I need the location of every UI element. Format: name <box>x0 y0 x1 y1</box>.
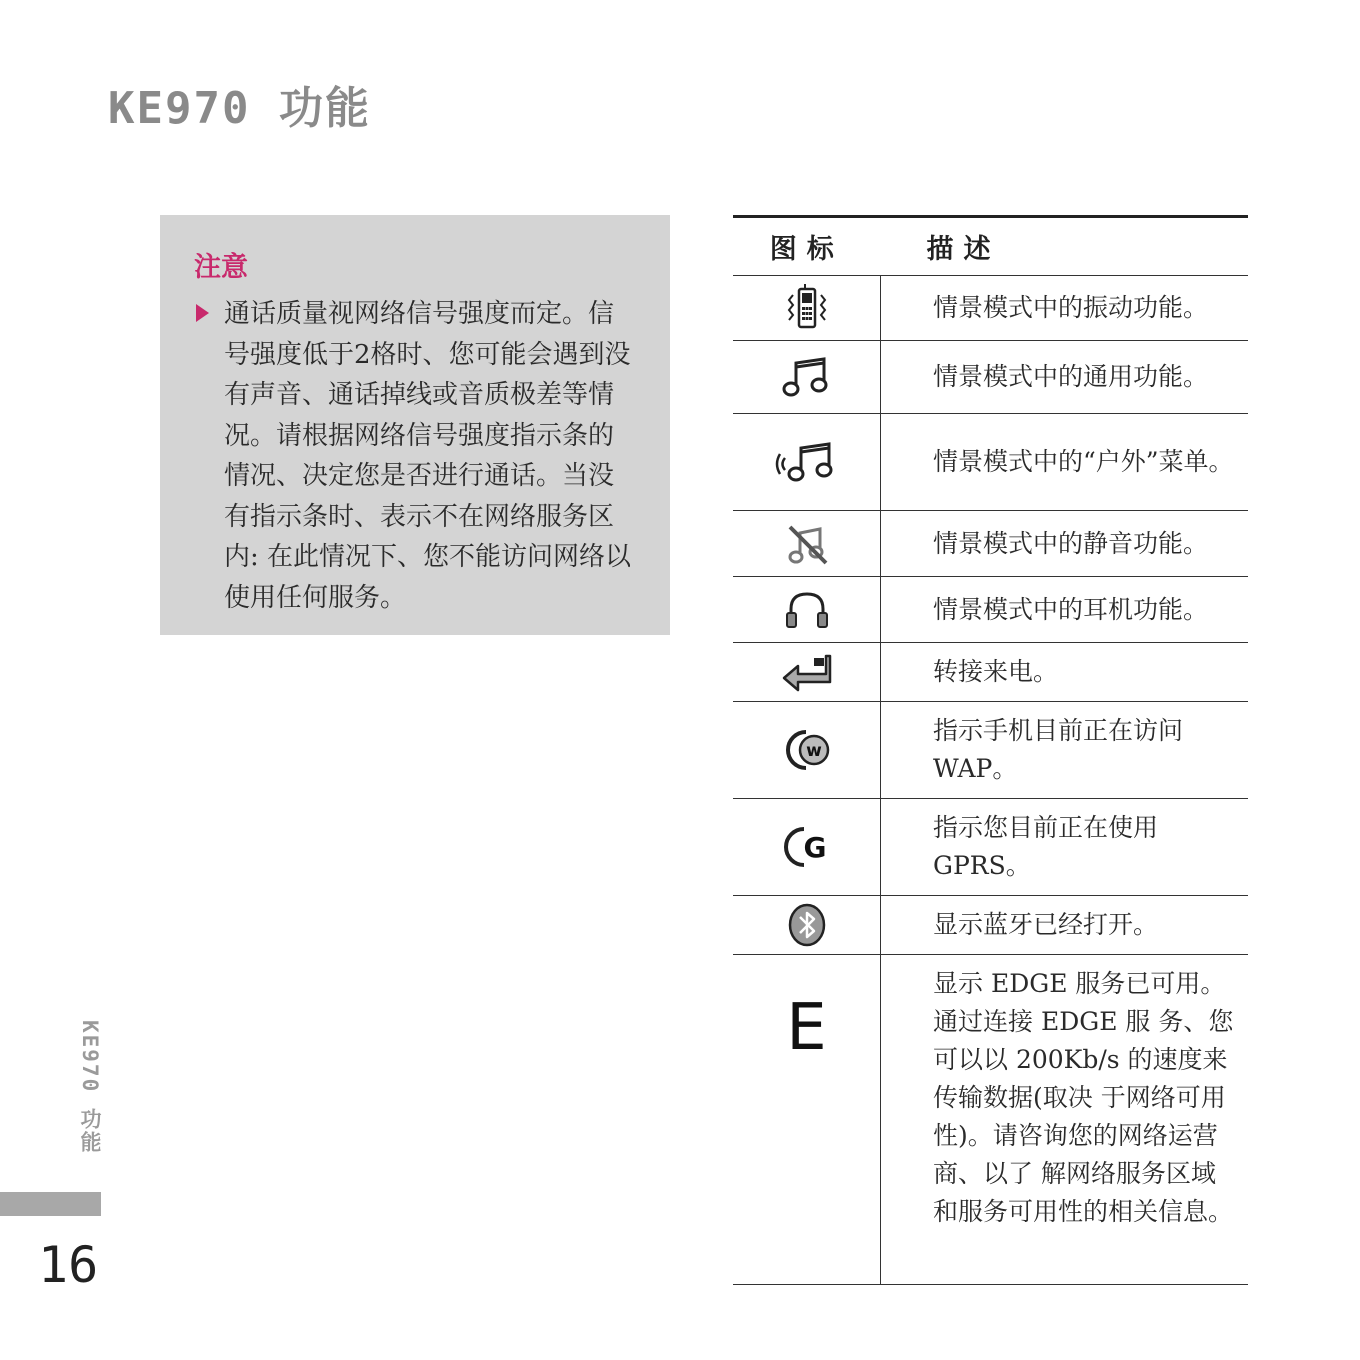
desc-cell: 转接来电。 <box>933 657 1059 686</box>
table-row <box>733 511 1248 577</box>
table-row <box>733 799 1248 896</box>
desc-cell: 情景模式中的“户外”菜单。 <box>933 447 1234 476</box>
note-box <box>160 215 670 635</box>
desc-cell: 情景模式中的振动功能。 <box>933 293 1209 322</box>
triangle-bullet-icon <box>196 304 209 322</box>
table-row <box>733 414 1248 511</box>
headset-icon <box>783 589 831 631</box>
note-heading: 注意 <box>194 252 248 283</box>
edge-icon: E <box>786 991 827 1065</box>
svg-text:w: w <box>805 741 822 761</box>
side-label: KE970 功能 <box>78 1020 102 1154</box>
call-divert-icon <box>780 652 834 692</box>
page-title: KE970 功能 <box>108 83 371 134</box>
svg-text:G: G <box>803 831 826 864</box>
desc-cell: 显示 EDGE 服务已可用。通过连接 EDGE 服 务、您可以以 200Kb/s 的速度来传输数据(取决 于网络可用性)。请咨询您的网络运营商、以了 解网络服务区域和服务可用性的相关信息。 <box>933 969 1234 1226</box>
note-text: 通话质量视网络信号强度而定。信号强度低于2格时、您可能会遇到没有声音、通话掉线或音质极差等情况。请根据网络信号强度指示条的情况、决定您是否进行通话。当没有指示条时、表示不在网络服务区内: 在此情况下、您不能访问网络以使用任何服务。 <box>224 299 632 613</box>
desc-cell: 指示您目前正在使用GPRS。 <box>933 813 1159 880</box>
silent-icon <box>782 521 832 567</box>
side-bar <box>0 1192 101 1216</box>
table-row <box>733 577 1248 643</box>
desc-cell: 情景模式中的通用功能。 <box>933 362 1209 391</box>
desc-cell: 指示手机目前正在访问WAP。 <box>933 716 1184 783</box>
music-note-icon <box>780 355 834 399</box>
wap-icon <box>778 726 836 774</box>
table-row <box>733 341 1248 414</box>
outdoor-sound-icon <box>775 440 839 484</box>
table-row <box>733 276 1248 341</box>
desc-cell: 情景模式中的耳机功能。 <box>933 594 1209 624</box>
icon-table <box>733 215 1248 1285</box>
table-row <box>733 702 1248 799</box>
table-row <box>733 896 1248 955</box>
header-desc: 描述 <box>926 234 1001 265</box>
desc-cell: 显示蓝牙已经打开。 <box>933 910 1159 939</box>
vibrate-phone-icon <box>782 283 832 333</box>
header-icon: 图标 <box>769 234 844 265</box>
gprs-icon <box>778 823 836 871</box>
note-body <box>194 294 636 618</box>
page-number: 16 <box>38 1236 99 1294</box>
table-row <box>733 955 1248 1285</box>
table-row <box>733 643 1248 702</box>
desc-cell: 情景模式中的静音功能。 <box>933 528 1209 558</box>
table-header-row <box>733 217 1248 276</box>
bluetooth-icon <box>785 902 829 948</box>
